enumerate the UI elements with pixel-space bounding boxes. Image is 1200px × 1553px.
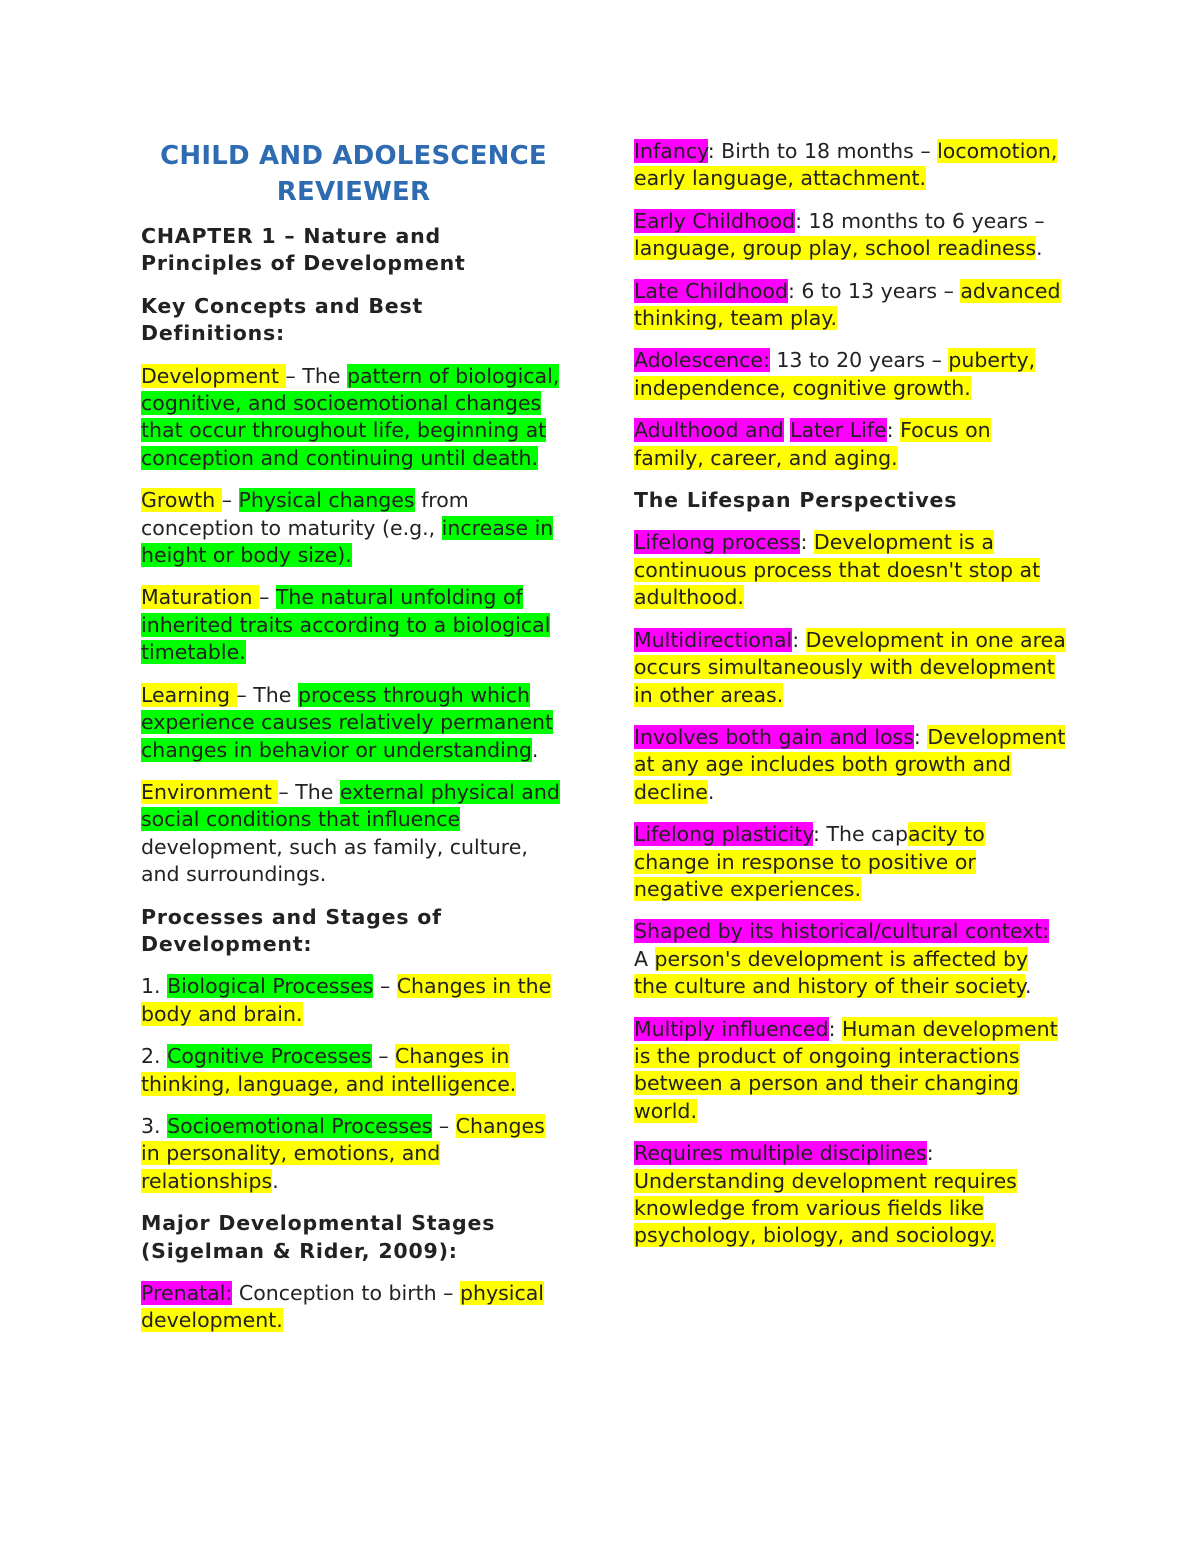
highlighted-text: acity to change in response to positive or negative experiences. <box>634 822 985 901</box>
paragraph <box>634 278 1066 333</box>
left-column <box>141 138 566 1350</box>
paragraph <box>634 208 1066 263</box>
text-run: : The cap <box>813 822 908 847</box>
paragraph <box>634 918 1066 1000</box>
paragraph <box>634 627 1066 709</box>
text-run: – <box>221 488 239 513</box>
highlighted-text: Learning <box>141 682 237 707</box>
paragraph <box>141 363 566 473</box>
text-run: 13 to 20 years – <box>769 348 949 373</box>
highlighted-text: Early Childhood <box>634 208 796 233</box>
highlighted-text: Lifelong process <box>634 530 801 555</box>
highlighted-text: Multidirectional <box>634 627 793 652</box>
highlighted-text: Focus on family, career, and aging. <box>634 418 991 470</box>
paragraph <box>141 682 566 764</box>
text-run: development, such as family, culture, and surroundings. <box>141 834 528 887</box>
text-run: The Lifespan Perspectives <box>634 488 958 513</box>
highlighted-text: external physical and social conditions that influence <box>141 779 560 832</box>
paragraph <box>141 584 566 666</box>
paragraph <box>141 487 566 569</box>
paragraph <box>141 779 566 889</box>
paragraph <box>634 347 1066 402</box>
highlighted-text: Changes in the body and brain. <box>141 974 552 1026</box>
highlighted-text: Late Childhood <box>634 278 788 303</box>
text-run: : <box>886 418 901 443</box>
text-run: – The <box>278 779 340 804</box>
highlighted-text: Development at any age includes both growth and decline <box>634 724 1066 804</box>
text-run: – <box>259 585 276 610</box>
highlighted-text: Infancy <box>634 139 708 163</box>
text-run: : 6 to 13 years – <box>787 278 961 303</box>
text-run: : 18 months to 6 years – <box>795 208 1045 233</box>
highlighted-text: Shaped by its historical/cultural context: <box>634 919 1050 944</box>
text-run: – <box>373 974 397 999</box>
text-run: – The <box>285 363 347 388</box>
paragraph <box>141 973 566 1028</box>
text-run: : <box>276 321 285 346</box>
highlighted-text: Changes in thinking, language, and intelligence. <box>141 1044 517 1096</box>
highlighted-text: Cognitive Processes <box>167 1044 372 1069</box>
highlighted-text: The natural unfolding of inherited traits according to a biological timetable. <box>141 585 551 665</box>
text-run: from conception to maturity (e.g., <box>141 488 469 540</box>
text-run: : <box>800 530 814 555</box>
highlighted-text: locomotion, early language, attachment. <box>634 139 1058 191</box>
text-run: CHAPTER 1 – Nature and Principles of Development <box>141 224 466 276</box>
highlighted-text: Biological Processes <box>167 974 374 999</box>
highlighted-text: Development in one area occurs simultaneously with development in other areas. <box>634 627 1066 707</box>
highlighted-text: increase in height or body size). <box>141 515 554 568</box>
text-run: Major Developmental Stages (Sigelman & Rider, 2009): <box>141 1211 496 1263</box>
text-run: . <box>531 737 539 762</box>
highlighted-text: process through which experience causes relatively permanent changes in behavior or understanding <box>141 682 553 762</box>
section-heading <box>141 223 566 278</box>
highlighted-text: Human development is the product of ongoing interactions between a person and their changing world. <box>634 1016 1058 1123</box>
paragraph <box>141 1280 566 1335</box>
paragraph <box>634 821 1066 903</box>
highlighted-text: advanced thinking, team play. <box>634 278 1061 331</box>
paragraph <box>634 529 1066 611</box>
text-run: CHILD AND ADOLESCENCE REVIEWER <box>160 141 547 207</box>
text-run: Processes and Stages of Development: <box>141 904 442 956</box>
highlighted-text: Involves both gain and loss <box>634 724 914 749</box>
right-column <box>634 138 1066 1265</box>
text-run: 3. <box>141 1113 168 1138</box>
text-run: A <box>634 946 655 971</box>
highlighted-text: puberty, independence, cognitive growth. <box>634 348 1036 400</box>
text-run: . <box>1024 974 1032 999</box>
highlighted-text: physical development. <box>141 1281 544 1333</box>
highlighted-text: Lifelong plasticity <box>634 822 814 847</box>
section-heading <box>141 904 566 959</box>
highlighted-text: Multiply influenced <box>634 1016 829 1041</box>
text-run: . <box>707 779 715 804</box>
highlighted-text: pattern of biological, cognitive, and socioemotional changes that occur throughout life, beginning at conception and continuing until death. <box>141 363 560 470</box>
highlighted-text: Maturation <box>141 585 260 610</box>
text-run: – <box>432 1113 456 1138</box>
highlighted-text: Physical changes <box>238 488 415 513</box>
highlighted-text: Adulthood and <box>634 418 784 443</box>
highlighted-text: Changes in personality, emotions, and relationships <box>141 1113 545 1193</box>
paragraph <box>634 138 1066 193</box>
highlighted-text: Requires multiple disciplines <box>634 1141 927 1166</box>
text-run: – The <box>236 682 298 707</box>
highlighted-text: Environment <box>141 779 279 804</box>
highlighted-text: Development is a continuous process that doesn't stop at adulthood. <box>634 530 1041 610</box>
section-heading <box>141 293 566 348</box>
text-run: . <box>1036 236 1043 261</box>
highlighted-text: Understanding development requires knowledge from various fields like psychology, biology, and sociology. <box>634 1168 1017 1248</box>
text-run: : <box>828 1016 842 1041</box>
paragraph <box>634 1140 1066 1250</box>
text-run: : <box>792 627 806 652</box>
text-run: : Birth to 18 months – <box>707 139 938 163</box>
text-run: : <box>926 1141 934 1166</box>
text-run: Conception to birth – <box>232 1281 460 1305</box>
section-heading <box>141 1210 566 1265</box>
paragraph <box>141 1043 566 1098</box>
text-run: – <box>371 1044 395 1069</box>
paragraph <box>141 1113 566 1195</box>
paragraph <box>634 724 1066 806</box>
highlighted-text: Socioemotional Processes <box>167 1113 433 1138</box>
section-heading <box>634 487 1066 514</box>
highlighted-text: language, group play, school readiness <box>634 236 1037 261</box>
document-title <box>141 138 566 210</box>
text-run: 1. <box>141 974 168 999</box>
highlighted-text: Later Life <box>790 418 887 443</box>
highlighted-text: Adolescence: <box>634 348 770 373</box>
highlighted-text: Development <box>141 363 286 388</box>
text-run: : <box>913 724 928 749</box>
text-run: . <box>272 1168 279 1193</box>
paragraph <box>634 417 1066 472</box>
text-run: Key Concepts and Best Definitions <box>141 293 424 346</box>
highlighted-text: person's development is affected by the culture and history of their society <box>634 946 1029 999</box>
text-run: 2. <box>141 1044 168 1069</box>
paragraph <box>634 1016 1066 1126</box>
highlighted-text: Prenatal: <box>141 1281 233 1305</box>
highlighted-text: Growth <box>141 488 222 513</box>
